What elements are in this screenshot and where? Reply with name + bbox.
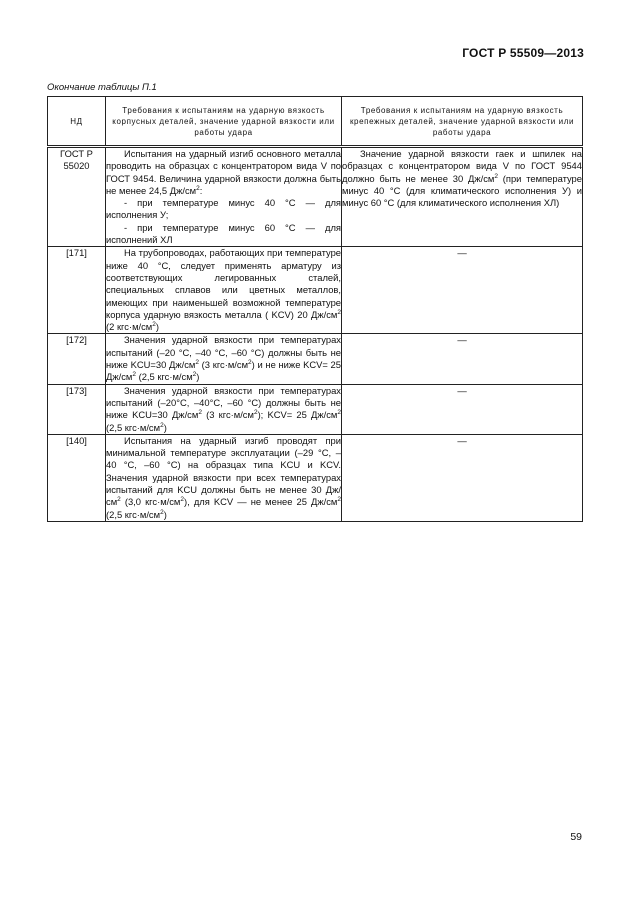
page-number: 59 xyxy=(570,831,582,843)
table-caption: Окончание таблицы П.1 xyxy=(47,82,157,93)
nd-reference: [172] xyxy=(48,334,106,384)
nd-reference: ГОСТ Р 55020 xyxy=(48,147,106,247)
nd-reference: [171] xyxy=(48,247,106,334)
table-row xyxy=(48,434,583,521)
column-header-fasteners: Требования к испытаниям на ударную вязкость крепежных деталей, значение ударной вязкости или работы удара xyxy=(342,97,583,147)
body-parts-requirement xyxy=(106,434,342,521)
fasteners-requirement: — xyxy=(342,384,583,434)
nd-reference: [173] xyxy=(48,384,106,434)
fasteners-requirement: — xyxy=(342,334,583,384)
fasteners-requirement: — xyxy=(342,247,583,334)
nd-reference: [140] xyxy=(48,434,106,521)
requirement-paragraph: Значение ударной вязкости гаек и шпилек на образцах с концентратором вида V по ГОСТ 9544 должно быть не менее 30 $Дж/см^2$ (при температуре минус 40 °С (для климатического исполнения У) и минус 60 °С (для климатического исполнения ХЛ) xyxy=(342,148,582,209)
fasteners-requirement: — xyxy=(342,434,583,521)
table-row xyxy=(48,384,583,434)
requirement-paragraph: На трубопроводах, работающих при температуре ниже 40 °С, следует применять арматуру из соответствующих легированных сталей, специальных сплавов или цветных металлов, имеющих при наименьшей возможной температуре корпуса ударную вязкость металла ( KCV) 20 $Дж/см^2$ (2 $кгс\cdot м/см^2$) xyxy=(106,247,341,333)
body-parts-requirement xyxy=(106,384,342,434)
requirement-paragraph: - при температуре минус 60 °С — для исполнений ХЛ xyxy=(106,221,341,246)
requirement-paragraph: Значения ударной вязкости при температурах испытаний (–20 °С, –40 °С, –60 °С) должны быть не ниже KCU=30 $Дж/см^2$ (3 $кгс\cdot м/см^2$) и не ниже KCV= 25 $Дж/см^2$ (2,5 $кгс\cdot м/см^2$) xyxy=(106,334,341,383)
document-standard-code: ГОСТ Р 55509—2013 xyxy=(462,46,584,60)
column-header-body-parts: Требования к испытаниям на ударную вязкость корпусных деталей, значение ударной вязкости или работы удара xyxy=(106,97,342,147)
requirement-paragraph: Испытания на ударный изгиб основного металла проводить на образцах с концентратором вида V по ГОСТ 9454. Величина ударной вязкости должна быть не менее 24,5 $Дж/см^2$: xyxy=(106,148,341,196)
body-parts-requirement xyxy=(106,334,342,384)
requirement-paragraph: Испытания на ударный изгиб проводят при минимальной температуре эксплуатации (–29 °С, –40 °С, –60 °С) на образцах типа KCU и KCV. Значения ударной вязкости при всех температурах испытаний для KCU должны быть не менее 30 $Дж/см^2$ (3,0 $кгс\cdot м/см^2$), для KCV — не менее 25 $Дж/см^2$ (2,5 $кгс\cdot м/см^2$) xyxy=(106,434,342,520)
requirement-paragraph: - при температуре минус 40 °С — для исполнения У; xyxy=(106,197,341,221)
column-header-nd: НД xyxy=(48,97,106,147)
body-parts-requirement xyxy=(106,147,342,247)
requirement-paragraph: Значения ударной вязкости при температурах испытаний (–20°С, –40°С, –60 °С) должны быть не ниже KCU=30 $Дж/см^2$ (3 $кгс\cdot м/см^2$); KCV= 25 $Дж/см^2$ (2,5 $кгс\cdot м/см^2$) xyxy=(106,384,341,433)
table-row xyxy=(48,147,583,247)
table-row xyxy=(48,247,583,334)
requirements-table xyxy=(47,96,583,522)
table-row xyxy=(48,334,583,384)
body-parts-requirement xyxy=(106,247,342,334)
fasteners-requirement xyxy=(342,147,583,247)
table-header-row xyxy=(48,97,583,147)
